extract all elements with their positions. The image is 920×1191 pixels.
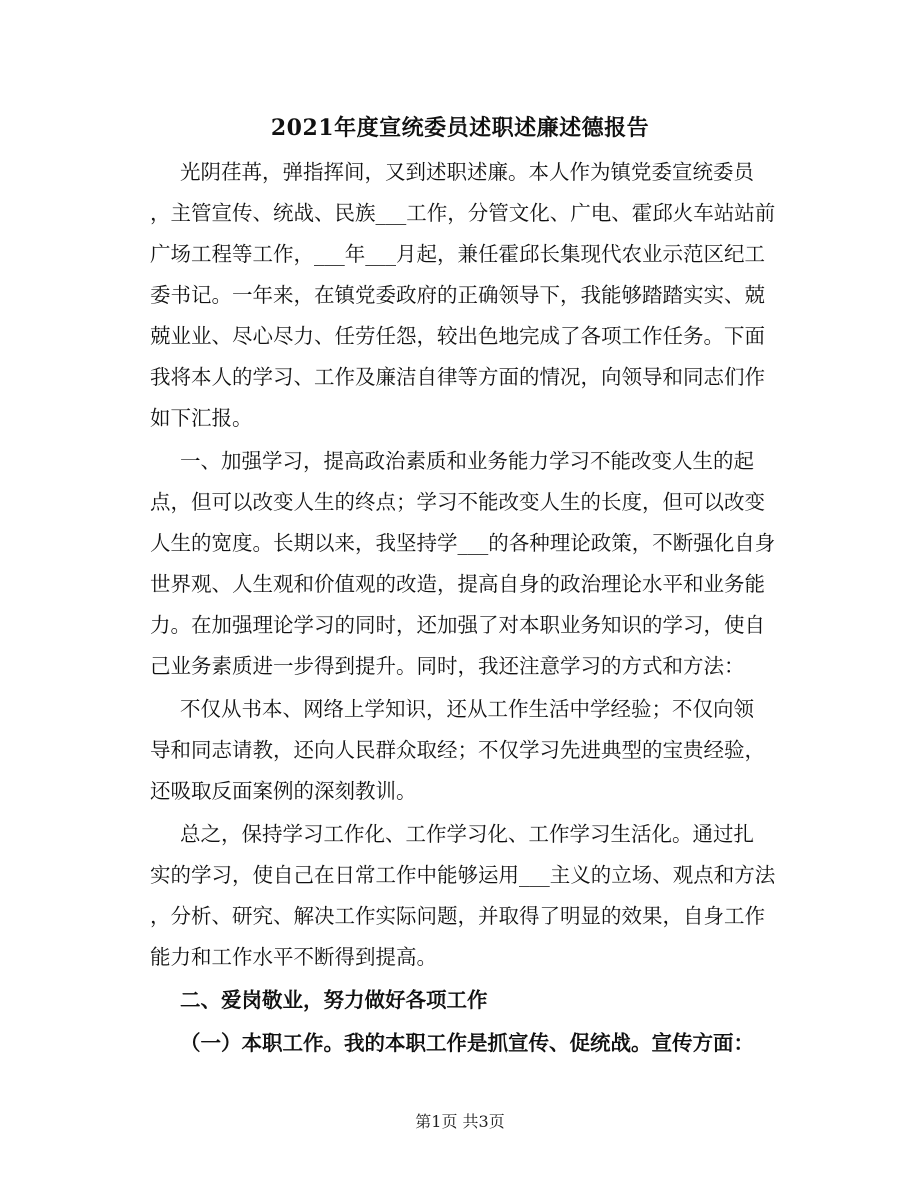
paragraph-line: 力。在加强理论学习的同时，还加强了对本职业务知识的学习，使自 xyxy=(150,613,765,637)
paragraph-line: 如下汇报。 xyxy=(150,406,253,430)
paragraph-line: ，主管宣传、统战、民族___工作，分管文化、广电、霍邱火车站站前 xyxy=(150,201,776,225)
paragraph-line: ，分析、研究、解决工作实际问题，并取得了明显的效果，自身工作 xyxy=(150,904,765,928)
page-footer: 第1页 共3页 xyxy=(415,1112,505,1131)
paragraph-line: 兢业业、尽心尽力、任劳任怨，较出色地完成了各项工作任务。下面 xyxy=(150,324,765,348)
paragraph-line: 导和同志请教，还向人民群众取经；不仅学习先进典型的宝贵经验， xyxy=(150,738,765,762)
paragraph-line: 还吸取反面案例的深刻教训。 xyxy=(150,779,417,803)
paragraph-line: 人生的宽度。长期以来，我坚持学___的各种理论政策，不断强化自身 xyxy=(150,531,776,555)
subsection-heading: （一）本职工作。我的本职工作是抓宣传、促统战。宣传方面： xyxy=(180,1031,754,1055)
paragraph-line: 广场工程等工作，___年___月起，兼任霍邱长集现代农业示范区纪工 xyxy=(150,242,765,266)
paragraph-line: 我将本人的学习、工作及廉洁自律等方面的情况，向领导和同志们作 xyxy=(150,365,765,389)
section-heading: 二、爱岗敬业，努力做好各项工作 xyxy=(180,988,488,1012)
paragraph-line: 己业务素质进一步得到提升。同时，我还注意学习的方式和方法： xyxy=(150,654,745,678)
paragraph-line: 点，但可以改变人生的终点；学习不能改变人生的长度，但可以改变 xyxy=(150,490,765,514)
paragraph-line: 不仅从书本、网络上学知识，还从工作生活中学经验；不仅向领 xyxy=(180,697,754,721)
paragraph-line: 世界观、人生观和价值观的改造，提高自身的政治理论水平和业务能 xyxy=(150,572,765,596)
paragraph-line: 能力和工作水平不断得到提高。 xyxy=(150,945,437,969)
paragraph-line: 委书记。一年来，在镇党委政府的正确领导下，我能够踏踏实实、兢 xyxy=(150,283,765,307)
page-title: 2021年度宣统委员述职述廉述德报告 xyxy=(270,115,650,141)
paragraph-line: 实的学习，使自己在日常工作中能够运用___主义的立场、观点和方法 xyxy=(150,863,776,887)
paragraph-line: 光阴荏苒，弹指挥间，又到述职述廉。本人作为镇党委宣统委员 xyxy=(180,160,754,184)
paragraph-line: 一、加强学习，提高政治素质和业务能力学习不能改变人生的起 xyxy=(180,449,754,473)
paragraph-line: 总之，保持学习工作化、工作学习化、工作学习生活化。通过扎 xyxy=(180,822,754,846)
